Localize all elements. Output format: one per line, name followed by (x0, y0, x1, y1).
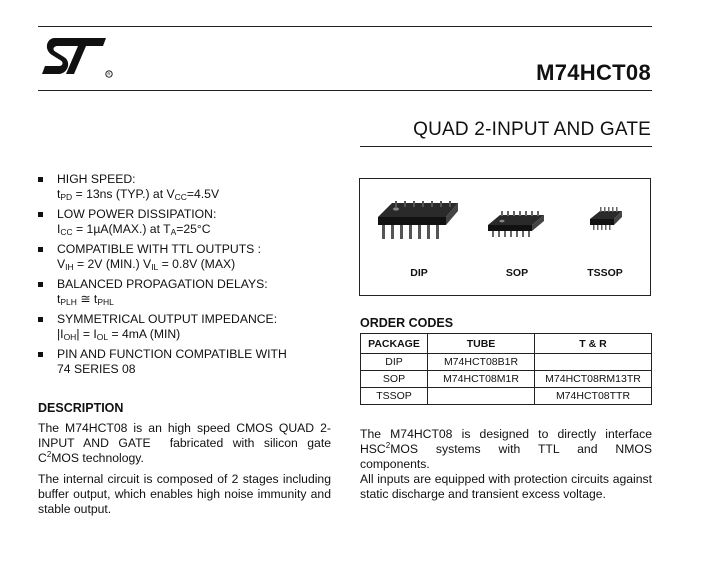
table-cell: M74HCT08M1R (428, 371, 535, 388)
package-label-dip: DIP (410, 267, 428, 279)
order-codes-title: ORDER CODES (360, 316, 454, 330)
feature-detail: $I_{CC} = 1\mu A(MAX.)$ at $T_A=25^\circ C$ (57, 222, 211, 237)
dip-package-icon (378, 201, 458, 239)
feature-head: HIGH SPEED: (57, 172, 136, 186)
feature-low-power (38, 207, 338, 237)
feature-head: LOW POWER DISSIPATION: (57, 207, 217, 221)
feature-detail: 74 SERIES 08 (57, 362, 136, 376)
bullet-icon (38, 352, 43, 357)
table-header-row (361, 334, 652, 354)
feature-head: COMPATIBLE WITH TTL OUTPUTS : (57, 242, 262, 256)
table-row (361, 388, 652, 405)
document-title: QUAD 2-INPUT AND GATE (413, 119, 651, 140)
table-cell: SOP (361, 371, 428, 388)
sop-package-icon (488, 211, 544, 237)
feature-detail: $|I_{OH}| = I_{OL} = 4mA$ (MIN) (57, 327, 181, 342)
column-header: PACKAGE (361, 334, 428, 354)
feature-balanced-delays (38, 277, 338, 307)
title-underline (360, 146, 652, 147)
table-cell (428, 388, 535, 405)
package-label-tssop: TSSOP (587, 267, 623, 279)
header-top-rule (38, 26, 652, 27)
description-title: DESCRIPTION (38, 401, 124, 415)
table-row (361, 371, 652, 388)
st-logo (40, 36, 114, 80)
column-header: T & R (535, 334, 652, 354)
bullet-icon (38, 177, 43, 182)
description-paragraph-4: All inputs are equipped with protection circuits against static discharge and transient excess voltage. (360, 472, 652, 501)
feature-detail: $t_{PLH}$ ≅ $t_{PHL}$ (57, 292, 114, 307)
feature-pin-compatible (38, 347, 338, 377)
table-cell: M74HCT08RM13TR (535, 371, 652, 388)
table-cell: DIP (361, 354, 428, 371)
bullet-icon (38, 212, 43, 217)
table-cell: TSSOP (361, 388, 428, 405)
column-header: TUBE (428, 334, 535, 354)
bullet-icon (38, 282, 43, 287)
svg-text:R: R (107, 71, 111, 77)
feature-high-speed (38, 172, 338, 202)
tssop-package-icon (590, 207, 622, 230)
feature-detail: $t_{PD} = 13ns$ (TYP.) at $V_{CC}=4.5V$ (57, 187, 220, 202)
package-illustration-box (359, 178, 651, 296)
header-mid-rule (38, 90, 652, 91)
package-label-sop: SOP (505, 267, 529, 279)
table-row (361, 354, 652, 371)
description-paragraph-3: The M74HCT08 is designed to directly interface HSC$^2$MOS systems with TTL and NMOS components. (360, 427, 652, 471)
description-paragraph-2: The internal circuit is composed of 2 stages including buffer output, which enables high noise immunity and stable output. (38, 472, 331, 516)
feature-list (38, 172, 338, 382)
table-cell (535, 354, 652, 371)
order-codes-table (360, 333, 652, 405)
feature-head: PIN AND FUNCTION COMPATIBLE WITH (57, 347, 287, 361)
feature-head: SYMMETRICAL OUTPUT IMPEDANCE: (57, 312, 278, 326)
part-number: M74HCT08 (536, 60, 651, 85)
description-paragraph-1: The M74HCT08 is an high speed CMOS QUAD 2-INPUT AND GATE fabricated with silicon gate $C^2MOS$ technology. (38, 421, 331, 465)
feature-detail: $V_{IH} = 2V$ (MIN.) $V_{IL} = 0.8V$ (MAX) (57, 257, 236, 272)
bullet-icon (38, 317, 43, 322)
bullet-icon (38, 247, 43, 252)
feature-output-impedance (38, 312, 338, 342)
table-cell: M74HCT08B1R (428, 354, 535, 371)
table-cell: M74HCT08TTR (535, 388, 652, 405)
feature-head: BALANCED PROPAGATION DELAYS: (57, 277, 268, 291)
feature-ttl-compatible (38, 242, 338, 272)
